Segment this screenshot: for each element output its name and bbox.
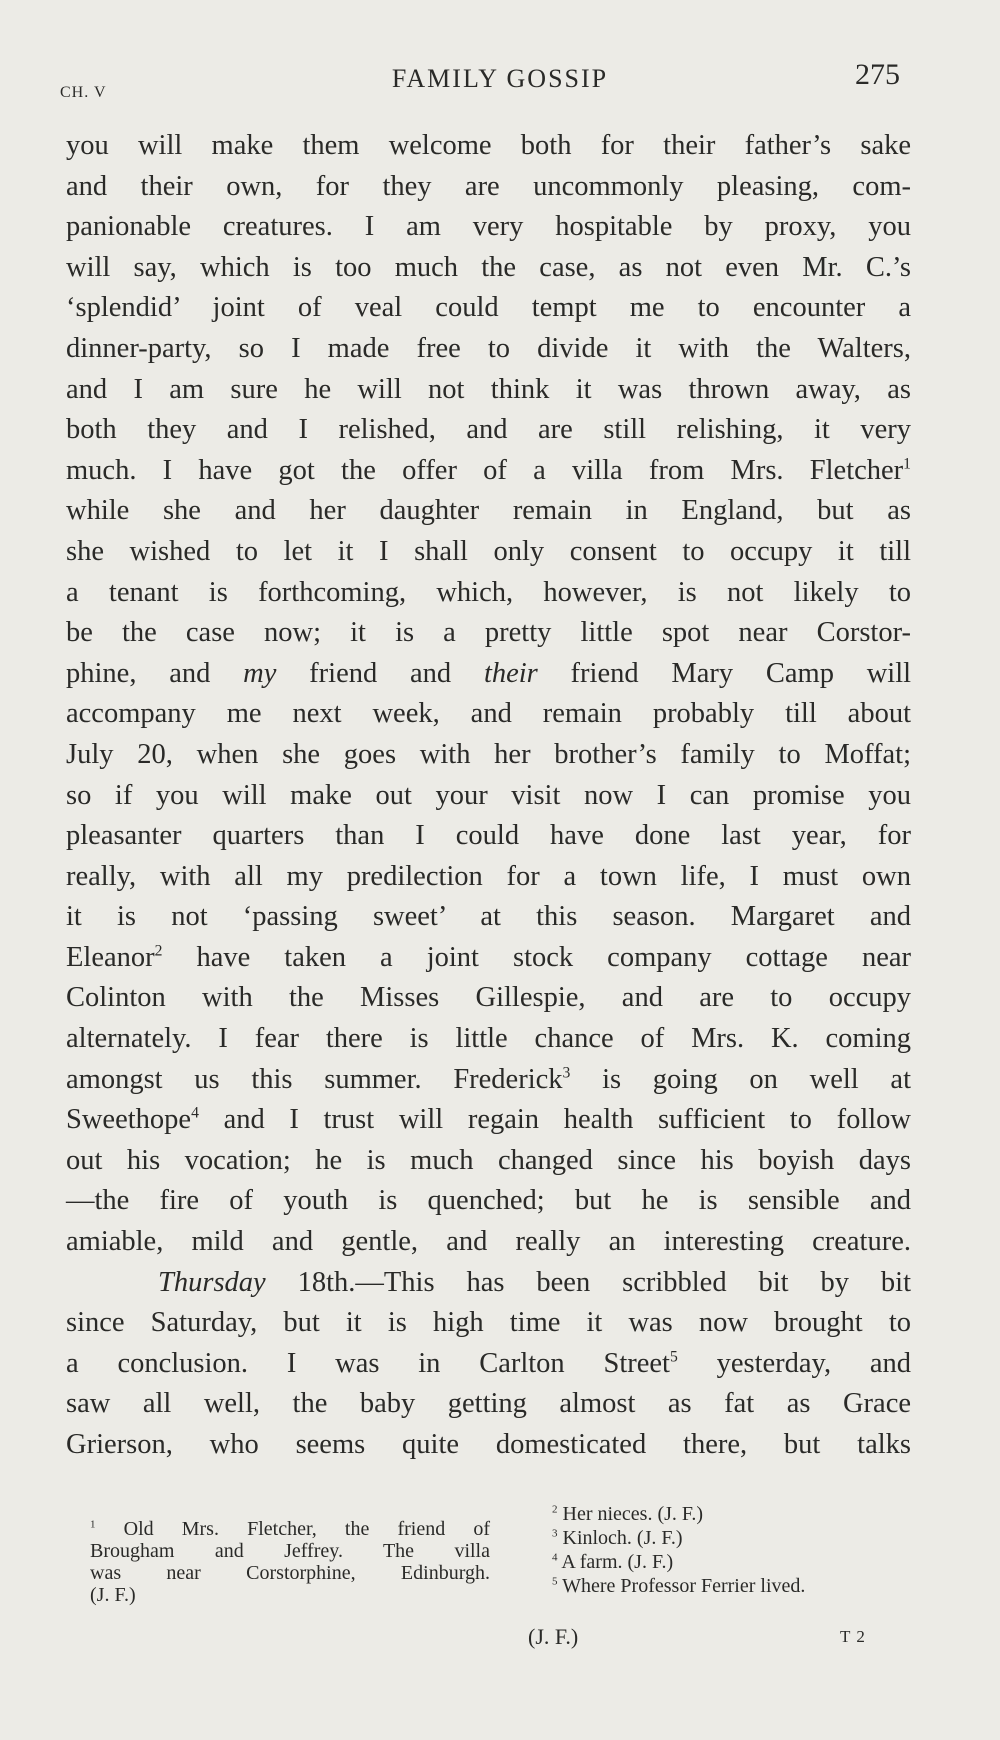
- footnote-ref: 2: [154, 942, 163, 960]
- text-line: [66, 1100, 911, 1141]
- footnotes-right-column: [552, 1502, 922, 1598]
- footnote-text: A farm. (J. F.): [561, 1551, 674, 1573]
- text-line: so if you will make out your visit now I can promise you: [66, 779, 911, 811]
- text-segment: a conclusion. I was in Carlton Street: [66, 1347, 670, 1379]
- text-segment: phine, and: [66, 657, 211, 689]
- page-number: 275: [855, 58, 900, 91]
- text-line: will say, which is too much the case, as not even Mr. C.’s: [66, 251, 911, 283]
- text-line: really, with all my predilection for a town life, I must own: [66, 860, 911, 892]
- text-line: ‘splendid’ joint of veal could tempt me to encounter a: [66, 292, 911, 324]
- italic-text: my: [243, 657, 277, 689]
- text-line: [66, 654, 911, 695]
- footnote-ref: 4: [191, 1104, 199, 1122]
- text-line: amiable, mild and gentle, and really an interesting creature.: [66, 1226, 911, 1258]
- footnotes: [0, 1502, 1000, 1702]
- footnote-marker: 1: [90, 1518, 96, 1531]
- text-line: a tenant is forthcoming, which, however, is not likely to: [66, 576, 911, 608]
- text-line: you will make them welcome both for their father’s sake: [66, 130, 911, 161]
- text-segment: 18th.—This has been scribbled bit by bit: [297, 1266, 911, 1298]
- text-line: July 20, when she goes with her brother’s family to Moffat;: [66, 738, 911, 770]
- text-line: dinner-party, so I made free to divide it with the Walters,: [66, 332, 911, 364]
- text-segment: friend and: [309, 657, 452, 689]
- footnote-marker: 5: [552, 1575, 558, 1588]
- text-segment: friend Mary Camp will: [570, 657, 912, 689]
- text-line: while she and her daughter remain in England, but as: [66, 495, 911, 527]
- text-line: Colinton with the Misses Gillespie, and are to occupy: [66, 982, 911, 1014]
- footnote-text: Where Professor Ferrier lived.: [562, 1575, 806, 1597]
- footnote-marker: 2: [552, 1503, 558, 1516]
- page-header: [0, 58, 1000, 108]
- text-line: and I am sure he will not think it was thrown away, as: [66, 373, 911, 405]
- text-line: she wished to let it I shall only consent to occupy it till: [66, 535, 911, 567]
- italic-text: their: [483, 657, 538, 689]
- footnote-line: (J. F.): [90, 1584, 136, 1606]
- footnote-ref: 5: [669, 1348, 678, 1366]
- text-line: —the fire of youth is quenched; but he is sensible and: [66, 1185, 911, 1217]
- text-line: out his vocation; he is much changed since his boyish days: [66, 1144, 911, 1176]
- footnote-text: Kinloch. (J. F.): [562, 1527, 683, 1549]
- footnote-line: [90, 1518, 490, 1540]
- footnote-5: [552, 1574, 922, 1598]
- text-line: [66, 938, 911, 979]
- text-line: panionable creatures. I am very hospitable by proxy, you: [66, 211, 911, 243]
- text-line: [66, 1263, 911, 1304]
- text-line: and their own, for they are uncommonly pleasing, com-: [66, 170, 911, 202]
- text-segment: is going on well at: [602, 1063, 911, 1095]
- footnote-line: Brougham and Jeffrey. The villa: [90, 1540, 490, 1562]
- text-segment: amongst us this summer. Frederick: [66, 1063, 563, 1095]
- text-segment: Eleanor: [66, 941, 155, 973]
- text-segment: much. I have got the offer of a villa from Mrs. Fletcher: [66, 454, 904, 486]
- text-segment: Sweethope: [66, 1104, 192, 1136]
- text-line: accompany me next week, and remain probably till about: [66, 698, 911, 730]
- text-line: [66, 451, 911, 492]
- text-line: both they and I relished, and are still relishing, it very: [66, 414, 911, 446]
- footnote-3: [552, 1526, 922, 1550]
- text-line: [66, 1344, 911, 1385]
- body-text: [66, 126, 911, 1466]
- chapter-label: CH. V: [60, 84, 107, 101]
- footnote-ref: 3: [562, 1064, 571, 1082]
- footnote-marker: 4: [552, 1551, 558, 1564]
- text-line: it is not ‘passing sweet’ at this season. Margaret and: [66, 901, 911, 933]
- text-line: be the case now; it is a pretty little spot near Corstor-: [66, 617, 911, 649]
- text-line: alternately. I fear there is little chance of Mrs. K. coming: [66, 1023, 911, 1055]
- footnote-2: [552, 1502, 922, 1526]
- italic-text: Thursday: [158, 1266, 266, 1298]
- footnote-line: was near Corstorphine, Edinburgh.: [90, 1562, 490, 1584]
- text-line: pleasanter quarters than I could have done last year, for: [66, 820, 911, 852]
- text-line: saw all well, the baby getting almost as fat as Grace: [66, 1388, 911, 1420]
- footnote-5-continuation: (J. F.): [528, 1624, 579, 1649]
- running-title: FAMILY GOSSIP: [391, 64, 609, 93]
- text-segment: have taken a joint stock company cottage near: [196, 941, 912, 973]
- text-line: Grierson, who seems quite domesticated there, but talks: [66, 1429, 911, 1460]
- text-line: [66, 1060, 911, 1101]
- footnote-text: Her nieces. (J. F.): [562, 1503, 704, 1525]
- signature-mark: T 2: [840, 1627, 866, 1646]
- text-line: since Saturday, but it is high time it was now brought to: [66, 1307, 911, 1339]
- text-segment: and I trust will regain health sufficient to follow: [223, 1104, 912, 1136]
- footnote-marker: 3: [552, 1527, 558, 1540]
- footnote-4: [552, 1550, 922, 1574]
- text-segment: yesterday, and: [716, 1347, 912, 1379]
- footnote-ref: 1: [903, 455, 911, 473]
- footnote-1: [90, 1518, 490, 1606]
- footnote-text: Old Mrs. Fletcher, the friend of: [123, 1518, 490, 1540]
